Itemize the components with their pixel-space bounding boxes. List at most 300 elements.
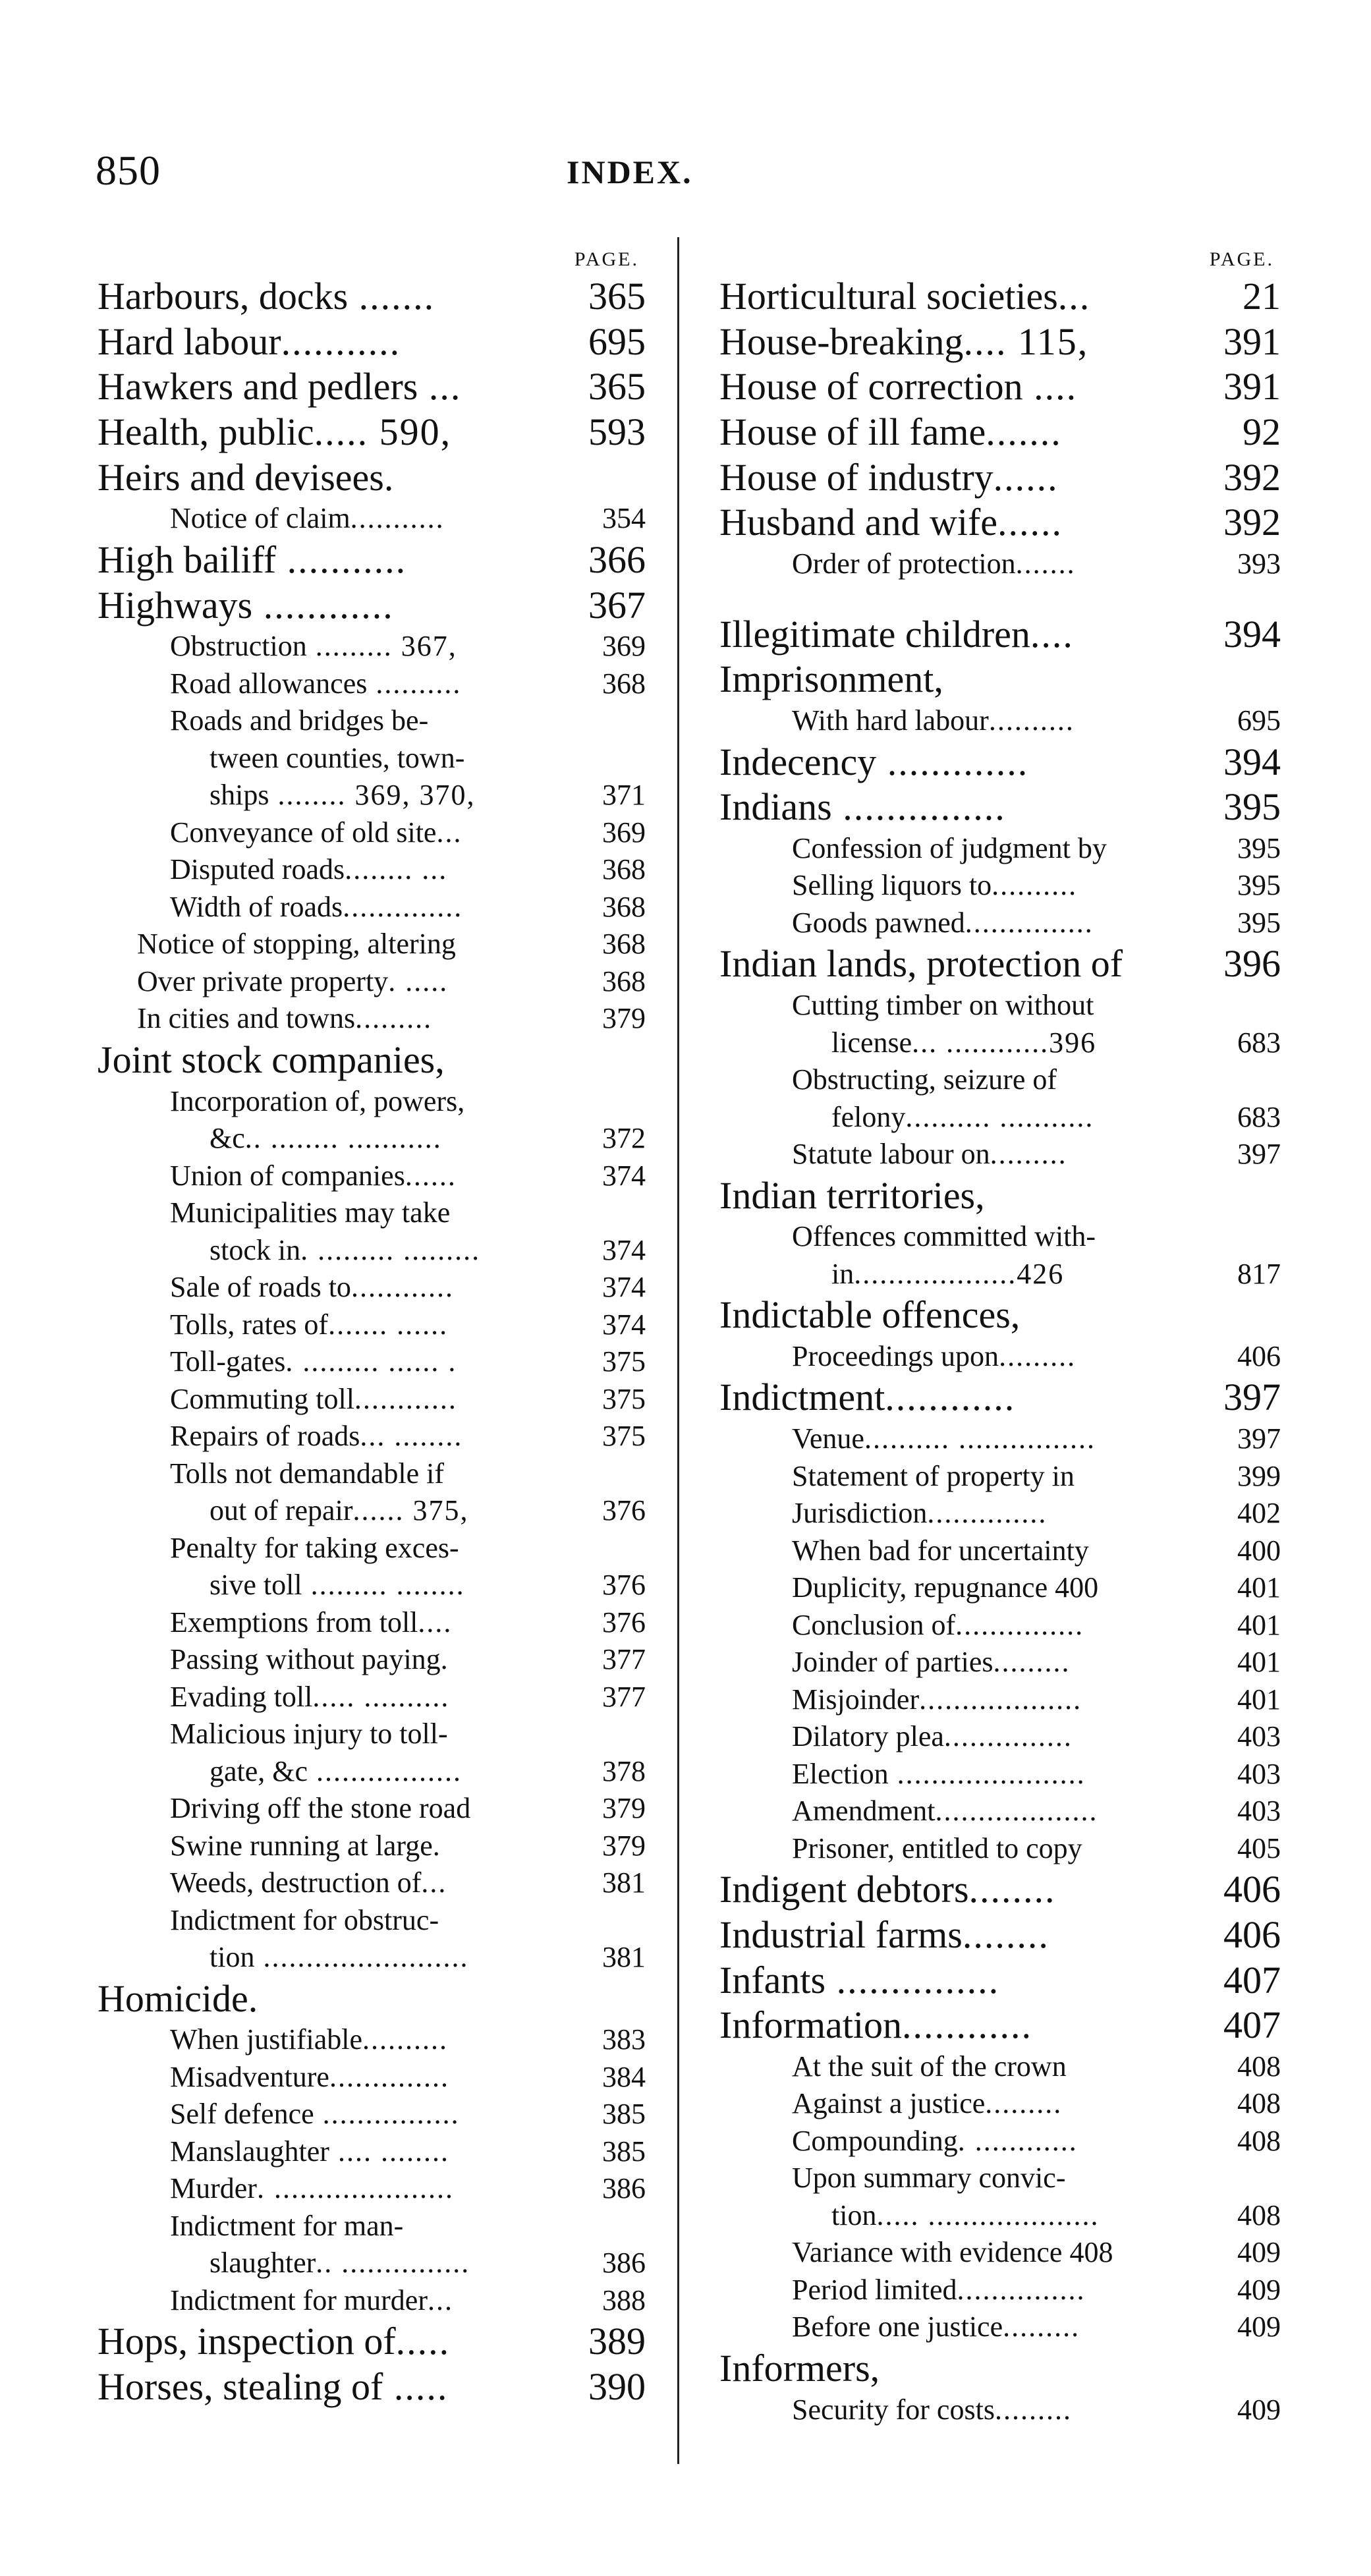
- entry-text-group: [98, 455, 634, 501]
- index-subentry: [98, 1269, 646, 1306]
- entry-text-group: [170, 2021, 590, 2059]
- index-heading-entry: [719, 740, 1281, 785]
- entry-leader-dots: ..........: [362, 2023, 449, 2056]
- entry-page-number: 683: [1237, 1026, 1281, 1059]
- index-subentry: [98, 1828, 646, 1865]
- entry-leader-dots: ..............: [927, 1497, 1048, 1530]
- entry-text: Illegitimate children: [719, 612, 1030, 656]
- entry-leader-dots: .........: [994, 2393, 1072, 2426]
- entry-text-group: [792, 1644, 1225, 1681]
- entry-text-group: [98, 2319, 576, 2365]
- entry-page-number: 409: [1237, 2273, 1281, 2306]
- entry-text-group: [170, 702, 634, 740]
- entry-text: Swine running at large.: [170, 1829, 440, 1862]
- index-subentry: [719, 1495, 1281, 1532]
- entry-text-group: [170, 1530, 634, 1567]
- entry-text-group: [719, 1173, 1269, 1219]
- index-subentry: [98, 1679, 646, 1716]
- index-subentry: [719, 1756, 1281, 1793]
- entry-text: ships: [210, 779, 269, 812]
- entry-page-number: 379: [602, 1002, 646, 1035]
- entry-text-group: [210, 1232, 590, 1270]
- entry-leader-dots: ...........: [281, 320, 401, 363]
- entry-text: Conclusion of: [792, 1608, 956, 1641]
- entry-page-number: 374: [602, 1159, 646, 1192]
- page-column-label: PAGE.: [574, 248, 639, 270]
- entry-page-number: 408: [1237, 2050, 1281, 2083]
- index-subentry: [98, 963, 646, 1001]
- entry-text: Harbours, docks: [98, 275, 349, 318]
- entry-text-group: [792, 2272, 1225, 2309]
- index-subentry: [98, 740, 646, 777]
- entry-page-number: 394: [1223, 612, 1281, 656]
- entry-text: When bad for uncertainty: [792, 1534, 1089, 1567]
- entry-text-group: [170, 2208, 634, 2245]
- entry-page-number: 384: [602, 2060, 646, 2093]
- index-subentry: [98, 1902, 646, 1940]
- entry-text: When justifiable: [170, 2023, 363, 2056]
- index-subentry: [719, 2392, 1281, 2429]
- entry-text-group: [98, 583, 576, 629]
- entry-leader-dots: ........: [968, 1868, 1056, 1911]
- entry-page-number: 817: [1237, 1257, 1281, 1290]
- entry-page-number: 392: [1223, 501, 1281, 544]
- index-heading-entry: [98, 320, 646, 365]
- entry-leader-dots: ...............: [825, 1958, 1000, 2002]
- entry-leader-dots: ... ........: [360, 1420, 463, 1452]
- entry-page-number: 399: [1237, 1459, 1281, 1492]
- index-heading-entry: [719, 1293, 1281, 1338]
- entry-page-number: 367: [588, 583, 646, 627]
- entry-text-group: [170, 1828, 590, 1865]
- entry-text-group: [792, 1681, 1225, 1719]
- entry-page-number: 396: [1223, 942, 1281, 986]
- index-subentry: [719, 987, 1281, 1024]
- entry-text-group: [719, 364, 1212, 410]
- entry-text-group: [170, 2059, 590, 2096]
- entry-text-group: [792, 2160, 1269, 2197]
- entry-text-group: [792, 1061, 1269, 1099]
- entry-text-group: [719, 410, 1231, 455]
- entry-page-number: 695: [588, 320, 646, 363]
- index-subentry: [719, 1718, 1281, 1756]
- index-subentry: [98, 1604, 646, 1642]
- entry-text: Highways: [98, 583, 253, 627]
- entry-page-number: 394: [1223, 740, 1281, 783]
- index-subentry: [719, 2085, 1281, 2123]
- entry-text: Indictment: [719, 1376, 885, 1419]
- entry-text-group: [170, 1194, 634, 1232]
- entry-text-group: [719, 500, 1212, 546]
- entry-text: Indigent debtors: [719, 1868, 969, 1911]
- entry-page-number: 374: [602, 1233, 646, 1266]
- entry-leader-dots: ..... ....................: [876, 2198, 1100, 2231]
- entry-page-number: 374: [602, 1308, 646, 1341]
- entry-page-number: 683: [1237, 1100, 1281, 1133]
- entry-text: Hard labour: [98, 320, 281, 363]
- entry-page-number: 377: [602, 1680, 646, 1713]
- entry-page-number: 375: [602, 1420, 646, 1452]
- entry-page-number: 385: [602, 2135, 646, 2168]
- index-heading-entry: [719, 941, 1281, 987]
- entry-text: Conveyance of old site: [170, 816, 437, 849]
- entry-text: Manslaughter: [170, 2135, 329, 2168]
- entry-text-group: [210, 740, 634, 777]
- index-subentry: [98, 1418, 646, 1455]
- entry-page-number: 407: [1223, 2003, 1281, 2047]
- entry-text: Election: [792, 1757, 889, 1790]
- index-heading-entry: [719, 1867, 1281, 1913]
- entry-page-number: 695: [1237, 704, 1281, 737]
- entry-leader-dots: ..........: [988, 704, 1075, 737]
- index-heading-entry: [719, 2346, 1281, 2392]
- entry-text-group: [170, 1306, 590, 1344]
- entry-text-group: [792, 1495, 1225, 1532]
- index-heading-entry: [719, 785, 1281, 830]
- entry-text-group: [210, 1120, 590, 1158]
- entry-text-group: [792, 1338, 1225, 1376]
- entry-leader-dots: ..........: [367, 667, 462, 700]
- index-subentry: [719, 1681, 1281, 1719]
- entry-leader-dots: .. ........ ...........: [244, 1122, 442, 1154]
- entry-text: tion: [210, 1941, 255, 1973]
- index-subentry: [719, 1338, 1281, 1376]
- entry-text-group: [792, 1756, 1225, 1793]
- entry-page-number: 409: [1237, 2393, 1281, 2426]
- entry-page-number: 365: [588, 365, 646, 408]
- entry-text-group: [170, 814, 590, 852]
- entry-text: Self defence: [170, 2098, 314, 2131]
- entry-text-group: [98, 538, 576, 583]
- entry-text-group: [792, 546, 1225, 583]
- entry-page-number: 400: [1237, 1534, 1281, 1567]
- entry-page-number: 368: [602, 965, 646, 997]
- entry-page-number: 379: [602, 1792, 646, 1824]
- index-subentry: [719, 1061, 1281, 1099]
- entry-text-group: [831, 2197, 1225, 2235]
- index-subentry: [98, 1343, 646, 1381]
- entry-text: With hard labour: [792, 704, 989, 737]
- index-heading-entry: [98, 583, 646, 629]
- entry-text: In cities and towns: [137, 1002, 356, 1035]
- entry-text: Horses, stealing of: [98, 2365, 383, 2408]
- entry-text-group: [210, 1567, 590, 1604]
- entry-page-number: 403: [1237, 1795, 1281, 1828]
- entry-leader-dots: ...: [1057, 275, 1091, 318]
- entry-text-group: [137, 1000, 590, 1038]
- entry-text-group: [170, 665, 590, 703]
- entry-leader-dots: ........ 369, 370,: [269, 779, 476, 812]
- entry-text: Malicious injury to toll-: [170, 1718, 448, 1750]
- index-subentry: [98, 2133, 646, 2171]
- entry-page-number: 368: [602, 890, 646, 923]
- entry-text-group: [831, 1024, 1225, 1062]
- index-subentry: [719, 830, 1281, 868]
- index-subentry: [98, 2170, 646, 2208]
- entry-leader-dots: ...............: [831, 785, 1006, 829]
- entry-leader-dots: ...........: [350, 502, 445, 535]
- entry-text-group: [831, 1256, 1225, 1293]
- entry-text-group: [170, 2170, 590, 2208]
- entry-text: Indians: [719, 785, 832, 829]
- index-column-right: [719, 245, 1281, 2428]
- entry-page-number: 409: [1237, 2310, 1281, 2343]
- entry-page-number: 409: [1237, 2236, 1281, 2269]
- entry-page-number: 407: [1223, 1958, 1281, 2002]
- entry-page-number: 395: [1237, 906, 1281, 939]
- entry-text: Tolls, rates of: [170, 1308, 329, 1341]
- index-subentry: [98, 1083, 646, 1121]
- entry-text: Selling liquors to: [792, 869, 992, 902]
- index-subentry: [719, 1099, 1281, 1136]
- index-subentry: [98, 1939, 646, 1976]
- entry-page-number: 377: [602, 1643, 646, 1675]
- index-subentry: [98, 1158, 646, 1195]
- entry-leader-dots: . .....: [388, 965, 449, 997]
- entry-text-group: [137, 926, 590, 963]
- entry-text-group: [170, 2282, 590, 2320]
- entry-leader-dots: ...... 375,: [352, 1494, 469, 1526]
- entry-text-group: [792, 1793, 1225, 1830]
- entry-text-group: [831, 1099, 1225, 1136]
- entry-page-number: 92: [1243, 410, 1281, 454]
- entry-page-number: 378: [602, 1754, 646, 1787]
- entry-text-group: [170, 500, 590, 538]
- entry-leader-dots: .......... ...........: [905, 1100, 1094, 1133]
- entry-text: Husband and wife: [719, 501, 998, 544]
- entry-text: Indian territories,: [719, 1173, 985, 1217]
- index-subentry: [719, 2272, 1281, 2309]
- entry-leader-dots: ..............: [343, 890, 463, 923]
- entry-text: Information: [719, 2003, 903, 2047]
- entry-leader-dots: ... ............396: [912, 1026, 1097, 1059]
- entry-leader-dots: ...................: [919, 1683, 1082, 1716]
- entry-text-group: [170, 1790, 590, 1828]
- entry-text: Obstructing, seizure of: [792, 1063, 1057, 1096]
- index-column-left: [98, 245, 646, 2410]
- entry-text-group: [719, 274, 1231, 320]
- entry-leader-dots: .......... ................: [864, 1422, 1096, 1455]
- entry-page-number: 389: [588, 2320, 646, 2363]
- entry-text: Commuting toll: [170, 1382, 354, 1415]
- entry-text: Infants: [719, 1958, 826, 2002]
- entry-leader-dots: .......: [986, 410, 1062, 454]
- index-subentry: [98, 1306, 646, 1344]
- index-subentry: [719, 1458, 1281, 1496]
- entry-text: Penalty for taking exces-: [170, 1531, 459, 1564]
- entry-page-number: 386: [602, 2247, 646, 2280]
- entry-text-group: [98, 320, 576, 365]
- spacer: [719, 583, 1281, 612]
- index-subentry: [98, 1194, 646, 1232]
- entry-page-number: 365: [588, 275, 646, 318]
- entry-text: House of industry: [719, 455, 993, 499]
- entry-leader-dots: ...............: [965, 906, 1094, 939]
- entry-page-number: 369: [602, 816, 646, 849]
- entry-page-number: 406: [1237, 1339, 1281, 1372]
- running-head-title: INDEX.: [567, 154, 693, 190]
- entry-leader-dots: ............: [354, 1382, 457, 1415]
- index-subentry: [98, 1120, 646, 1158]
- entry-text: Toll-gates: [170, 1345, 286, 1378]
- entry-text: Weeds, destruction of: [170, 1866, 422, 1899]
- entry-text-group: [210, 777, 590, 814]
- entry-leader-dots: ......... ........: [302, 1569, 465, 1601]
- index-subentry: [719, 1644, 1281, 1681]
- entry-page-number: 392: [1223, 455, 1281, 499]
- entry-leader-dots: ..... ..........: [312, 1680, 450, 1713]
- entry-leader-dots: ...........: [276, 538, 407, 581]
- entry-text: Statement of property in: [792, 1459, 1075, 1492]
- index-subentry: [719, 1420, 1281, 1458]
- entry-page-number: 379: [602, 1829, 646, 1862]
- entry-leader-dots: ..........: [992, 869, 1078, 902]
- entry-text: felony: [831, 1100, 906, 1133]
- entry-text-group: [719, 1867, 1212, 1913]
- entry-text: Tolls not demandable if: [170, 1457, 445, 1490]
- entry-text: Health, public: [98, 410, 314, 454]
- entry-leader-dots: ........................: [254, 1941, 469, 1973]
- entry-text: Industrial farms: [719, 1913, 963, 1956]
- entry-text: Hops, inspection of: [98, 2320, 396, 2363]
- entry-text: House-breaking: [719, 320, 964, 363]
- entry-text: license: [831, 1026, 912, 1059]
- entry-page-number: 369: [602, 630, 646, 663]
- entry-leader-dots: .........: [990, 1138, 1067, 1171]
- entry-page-number: 593: [588, 410, 646, 454]
- entry-text-group: [170, 1269, 590, 1306]
- entry-text: Compounding: [792, 2124, 958, 2157]
- index-subentry: [98, 926, 646, 963]
- index-subentry: [719, 1793, 1281, 1830]
- page-column-label: PAGE.: [1209, 248, 1274, 270]
- entry-text: Over private property: [137, 965, 389, 997]
- entry-text-group: [98, 1038, 634, 1083]
- entry-leader-dots: .......: [348, 275, 435, 318]
- entry-text: Union of companies: [170, 1159, 405, 1192]
- entry-page-number: 391: [1223, 320, 1281, 363]
- index-subentry: [98, 702, 646, 740]
- index-subentry: [98, 1641, 646, 1679]
- entry-page-number: 376: [602, 1494, 646, 1526]
- entry-text-group: [792, 1830, 1225, 1868]
- entry-page-number: 383: [602, 2023, 646, 2056]
- entry-text-group: [719, 2346, 1269, 2392]
- index-heading-entry: [98, 1976, 646, 2022]
- index-subentry: [719, 867, 1281, 905]
- entry-page-number: 385: [602, 2098, 646, 2131]
- entry-text: Amendment: [792, 1795, 936, 1828]
- entry-text: House of ill fame: [719, 410, 986, 454]
- entry-text: Period limited: [792, 2273, 957, 2306]
- entry-leader-dots: ......... 367,: [306, 630, 457, 663]
- entry-text-group: [170, 2096, 590, 2133]
- entry-text: slaughter: [210, 2247, 316, 2280]
- entry-text: Driving off the stone road: [170, 1792, 471, 1824]
- entry-text-group: [170, 1604, 590, 1642]
- entry-text-group: [98, 274, 576, 320]
- entry-page-number: 368: [602, 667, 646, 700]
- index-heading-entry: [719, 2003, 1281, 2048]
- entry-text: sive toll: [210, 1569, 302, 1601]
- index-subentry: [719, 1136, 1281, 1173]
- entry-leader-dots: ....... ......: [328, 1308, 449, 1341]
- entry-leader-dots: ...............: [957, 2273, 1086, 2306]
- entry-text-group: [792, 2123, 1225, 2160]
- index-heading-entry: [98, 1038, 646, 1083]
- index-subentry: [719, 546, 1281, 583]
- entry-text: Offences committed with-: [792, 1220, 1096, 1253]
- entry-leader-dots: .....: [395, 2320, 451, 2363]
- entry-text-group: [719, 941, 1212, 987]
- entry-page-number: 401: [1237, 1571, 1281, 1604]
- entry-page-number: 374: [602, 1271, 646, 1303]
- entry-page-number: 397: [1223, 1376, 1281, 1419]
- index-subentry: [98, 2096, 646, 2133]
- entry-page-number: 397: [1237, 1138, 1281, 1171]
- entry-text: Hawkers and pedlers: [98, 365, 418, 408]
- index-subentry: [719, 905, 1281, 942]
- index-subentry: [98, 1455, 646, 1493]
- index-subentry: [98, 1864, 646, 1902]
- entry-leader-dots: ...: [436, 816, 462, 849]
- entry-text-group: [792, 1607, 1225, 1644]
- entry-text-group: [98, 2365, 576, 2410]
- entry-text-group: [170, 1902, 634, 1940]
- entry-text-group: [137, 963, 590, 1001]
- entry-page-number: 390: [588, 2365, 646, 2408]
- entry-page-number: 402: [1237, 1497, 1281, 1530]
- entry-text: Informers,: [719, 2346, 880, 2390]
- entry-text: Imprisonment,: [719, 658, 943, 701]
- entry-text-group: [170, 1083, 634, 1121]
- entry-text-group: [719, 1293, 1269, 1338]
- entry-page-number: 408: [1237, 2198, 1281, 2231]
- index-subentry: [98, 1492, 646, 1530]
- entry-text-group: [170, 1864, 590, 1902]
- entry-text: Upon summary convic-: [792, 2162, 1066, 2195]
- entry-page-number: 366: [588, 538, 646, 581]
- entry-text: Goods pawned: [792, 906, 965, 939]
- entry-page-number: 395: [1223, 785, 1281, 829]
- index-subentry: [98, 2282, 646, 2320]
- index-subentry: [719, 2309, 1281, 2346]
- entry-page-number: 401: [1237, 1683, 1281, 1716]
- entry-text: Statute labour on: [792, 1138, 990, 1171]
- entry-text: Proceedings upon: [792, 1339, 999, 1372]
- index-heading-entry: [719, 1375, 1281, 1420]
- entry-text: gate, &c: [210, 1754, 308, 1787]
- index-subentry: [98, 2245, 646, 2282]
- entry-page-number: 403: [1237, 1720, 1281, 1753]
- index-subentry: [98, 851, 646, 889]
- entry-text-group: [792, 2392, 1225, 2429]
- index-heading-entry: [719, 410, 1281, 455]
- index-subentry: [98, 777, 646, 814]
- entry-text: Indictable offences,: [719, 1293, 1021, 1337]
- entry-text-group: [792, 1136, 1225, 1173]
- index-subentry: [719, 1256, 1281, 1293]
- entry-leader-dots: .......: [1015, 547, 1076, 580]
- entry-page-number: 405: [1237, 1832, 1281, 1864]
- entry-text-group: [170, 1418, 590, 1455]
- index-subentry: [98, 889, 646, 926]
- entry-text: Dilatory plea: [792, 1720, 944, 1753]
- index-heading-entry: [719, 364, 1281, 410]
- entry-page-number: 368: [602, 853, 646, 886]
- index-heading-entry: [98, 538, 646, 583]
- entry-page-number: 403: [1237, 1757, 1281, 1790]
